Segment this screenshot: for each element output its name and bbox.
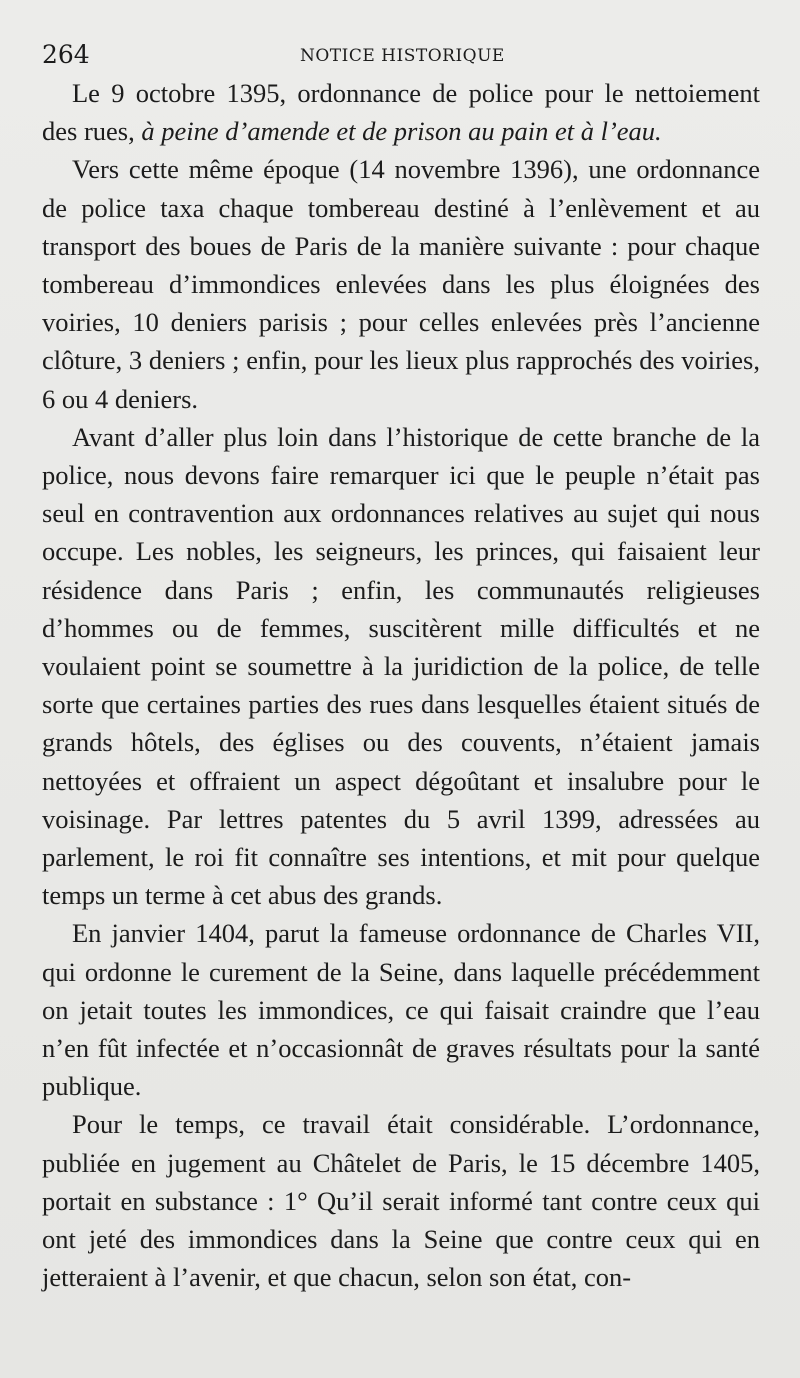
paragraph-italic-text: à peine d’amende et de prison au pain et à l’eau. xyxy=(141,116,662,147)
paragraph-text: En janvier 1404, parut la fameuse ordonnance de Charles VII, qui ordonne le curement de la Seine, dans laquelle précédemment on jetait toutes les immondices, ce qui faisait craindre que l’eau n’en fût infectée et n’occasionnât de graves résultats pour la santé publique. xyxy=(42,918,760,1102)
paragraph xyxy=(42,150,760,417)
page-number: 264 xyxy=(42,40,90,69)
running-head xyxy=(42,40,760,70)
body-text xyxy=(42,74,760,1297)
paragraph-text: Avant d’aller plus loin dans l’historique de cette branche de la police, nous devons faire remarquer ici que le peuple n’était pas seul en contravention aux ordonnances relatives au sujet qui nous occupe. Les nobles, les seigneurs, les princes, qui faisaient leur résidence dans Paris ; enfin, les communautés religieuses d’hommes ou de femmes, suscitèrent mille difficultés et ne voulaient point se soumettre à la juridiction de la police, de telle sorte que certaines parties des rues dans lesquelles étaient situés de grands hôtels, des églises ou des couvents, n’étaient jamais nettoyées et offraient un aspect dégoûtant et insalubre pour le voisinage. Par lettres patentes du 5 avril 1399, adressées au parlement, le roi fit connaître ses intentions, et mit pour quelque temps un terme à cet abus des grands. xyxy=(42,421,760,911)
paragraph xyxy=(42,418,760,915)
paragraph xyxy=(42,1105,760,1296)
paragraph xyxy=(42,74,760,150)
running-title: NOTICE HISTORIQUE xyxy=(300,46,505,66)
paragraph xyxy=(42,914,760,1105)
paragraph-text: Vers cette même époque (14 novembre 1396), une ordonnance de police taxa chaque tombereau destiné à l’enlèvement et au transport des boues de Paris de la manière suivante : pour chaque tombereau d’immondices enlevées dans les plus éloignées des voiries, 10 deniers parisis ; pour celles enlevées près l’ancienne clôture, 3 deniers ; enfin, pour les lieux plus rapprochés des voiries, 6 ou 4 deniers. xyxy=(42,154,760,414)
paragraph-text: Le 9 octobre 1395, ordonnance de police pour le nettoiement des rues, xyxy=(42,78,760,147)
paragraph-text: Pour le temps, ce travail était considérable. L’ordonnance, publiée en jugement au Châtelet de Paris, le 15 décembre 1405, portait en substance : 1° Qu’il serait informé tant contre ceux qui ont jeté des immondices dans la Seine que contre ceux qui en jetteraient à l’avenir, et que chacun, selon son état, con- xyxy=(42,1109,760,1293)
